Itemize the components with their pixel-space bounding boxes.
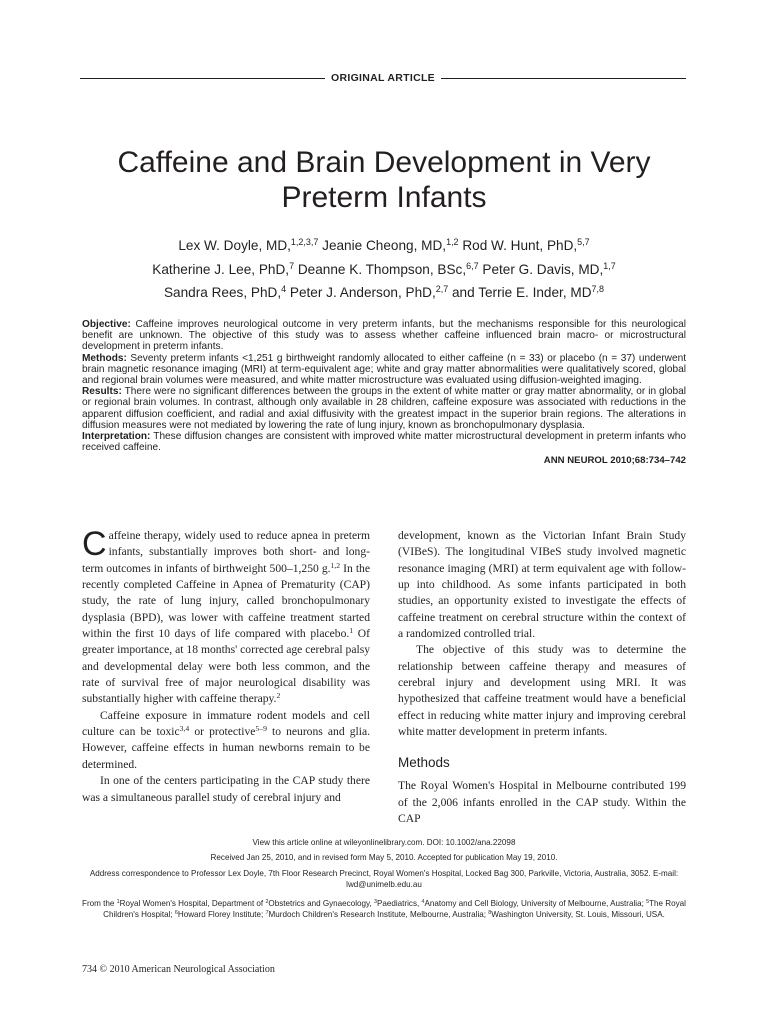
affil-text: Washington University, St. Louis, Missouri, USA. (491, 910, 665, 920)
methods-heading: Methods (398, 755, 450, 771)
citation-ref: 3,4 (179, 723, 190, 733)
affiliations-note (82, 898, 686, 921)
affil-text: Howard Florey Institute; (177, 910, 266, 920)
page-footer: 734 © 2010 American Neurological Association (82, 964, 275, 975)
body-paragraph-4: The objective of this study was to determine the relationship between caffeine therapy and measures of cerebral injury and development using MRI. It was hypothesized that caffeine treatment would have a beneficial effect in reducing white matter injury and improving cerebral white matter development in preterm infants. (398, 643, 686, 739)
section-label: ORIGINAL ARTICLE (331, 72, 435, 84)
author-line-2 (60, 258, 708, 282)
abstract (82, 319, 686, 467)
article-title (60, 145, 708, 215)
affil-text: The Royal Children's Hospital; (103, 899, 686, 920)
author-name: Terrie E. Inder, MD (478, 285, 592, 300)
affil-text: Obstetrics and Gynaecology, (268, 899, 374, 909)
article-title-line-2: Preterm Infants (281, 181, 487, 214)
author-name: Lex W. Doyle, MD, (178, 238, 291, 253)
abstract-objective (82, 319, 686, 353)
citation-ref: 2 (276, 691, 281, 701)
author-name: Peter G. Davis, MD, (482, 261, 604, 277)
affil-text: Anatomy and Cell Biology, University of Melbourne, Australia; (424, 899, 647, 909)
affil-text: From the (82, 899, 117, 909)
author-affiliation-number: 4 (281, 284, 287, 295)
body-p1-text-b: In the recently completed Caffeine in Apnea of Prematurity (CAP) study, the rate of lung injury, called bronchopulmonary dysplasia (BPD), was lower with caffeine treatment started within the first 10 days of life compared with placebo. (82, 561, 370, 641)
affil-number: 5 (646, 899, 650, 906)
affil-number: 1 (116, 899, 120, 906)
body-column-right (398, 528, 686, 828)
body-column-left (82, 525, 370, 806)
article-footnotes (82, 837, 686, 929)
received-dates-note: Received Jan 25, 2010, and in revised form May 5, 2010. Accepted for publication May 19, 2010. (210, 853, 558, 863)
body-p2-text-a: Caffeine exposure in immature rodent models and cell culture can be toxic (82, 708, 370, 739)
abstract-results-text: There were no significant differences between the groups in the extent of white matter or gray matter abnormality, or in global or regional brain volumes. In contrast, although only available in 28 children, caffeine exposure was associated with reductions in the apparent diffusion coefficient, and radial and axial diffusivity with the greatest impact in the superior brain regions. The alterations in diffusion measures were not mediated by lowering the rate of lung injury, known as bronchopulmonary dysplasia. (82, 386, 686, 431)
abstract-results (82, 386, 686, 431)
author-affiliation-number: 1,2,3,7 (290, 237, 319, 248)
abstract-methods (82, 353, 686, 387)
author-name: Jeanie Cheong, MD, (322, 238, 447, 253)
online-doi-note: View this article online at wileyonlinelibrary.com. DOI: 10.1002/ana.22098 (252, 838, 516, 847)
article-title-line-1: Caffeine and Brain Development in Very (117, 146, 651, 179)
author-name: Rod W. Hunt, PhD, (462, 238, 578, 253)
author-name: Peter J. Anderson, PhD, (289, 285, 436, 300)
author-name: Sandra Rees, PhD, (163, 285, 282, 300)
affil-number: 2 (265, 899, 269, 906)
affil-number: 6 (174, 910, 178, 917)
author-affiliation-number: 6,7 (466, 260, 479, 271)
author-affiliation-number: 2,7 (435, 284, 449, 295)
drop-cap: C (82, 525, 107, 563)
abstract-methods-text: Seventy preterm infants <1,251 g birthweight randomly allocated to either caffeine (n = 33) or placebo (n = 37) underwent brain magnetic resonance imaging (MRI) at term-equivalent age; white and gray matter abnormalities were qualitatively scored, global and regional brain volumes were measured, and white matter microstructure was evaluated using diffusion-weighted imaging. (82, 352, 686, 387)
affil-text: Royal Women's Hospital, Department of (119, 899, 266, 909)
abstract-objective-label: Objective: (82, 319, 131, 330)
affil-number: 8 (488, 910, 492, 917)
body-p3-text: In one of the centers participating in the CAP study there was a simultaneous parallel study of cerebral injury and (82, 774, 370, 804)
author-list (60, 234, 708, 305)
body-p1-text-c: Of greater importance, at 18 months' corrected age cerebral palsy and developmental delay were both less common, and the rate of survival free of major neurological disability was substantially higher with caffeine therapy. (82, 627, 370, 706)
header-rule-right (441, 78, 686, 79)
body-p2-text-c: to neurons and glia. However, caffeine effects in human newborns remain to be determined. (82, 725, 370, 771)
author-line-3: Sandra Rees, PhD,$^4$ Peter J. Anderson, PhD,$^{2,7}$ and Terrie E. Inder, MD$^{7,8}$ (163, 284, 604, 300)
abstract-interpretation-label: Interpretation: (82, 431, 151, 443)
citation-ref: 1 (349, 625, 354, 635)
citation-ref: 1,2 (330, 560, 341, 570)
abstract-objective-text: Caffeine improves neurological outcome in very preterm infants, but the mechanisms responsible for this neurological benefit are unknown. The objective of this study was to assess whether caffeine influenced brain macro- or microstructural development in preterm infants. (82, 319, 686, 353)
author-name: Deanne K. Thompson, BSc, (297, 261, 467, 277)
affil-number: 3 (373, 899, 377, 906)
affil-text: Paediatrics, (376, 899, 422, 909)
body-paragraph-3 (82, 773, 370, 806)
journal-citation: ANN NEUROL 2010;68:734–742 (543, 455, 686, 467)
body-p1-text-a: affeine therapy, widely used to reduce apnea in preterm infants, substantially improves both short- and long-term outcomes in infants of birthweight 500–1,250 g. (82, 529, 370, 575)
body-p3-text-continued: development, known as the Victorian Infant Brain Study (VIBeS). The longitudinal VIBeS study involved magnetic resonance imaging (MRI) at term equivalent age with follow-up into childhood. As some infants participated in both studies, an opportunity existed to investigate the effects of caffeine treatment on cerebral structure within the context of a randomized controlled trial. (398, 529, 686, 641)
author-line-1 (60, 234, 708, 258)
author-affiliation-number: 1,7 (603, 260, 616, 271)
abstract-methods-label: Methods: (82, 352, 127, 364)
author-affiliation-number: 7,8 (591, 284, 604, 295)
author-name: Katherine J. Lee, PhD, (152, 261, 290, 277)
abstract-interpretation-text: These diffusion changes are consistent with improved white matter microstructural development in preterm infants who received caffeine. (82, 431, 686, 454)
affil-number: 4 (421, 899, 425, 906)
body-paragraph-5: The Royal Women's Hospital in Melbourne contributed 199 of the 2,006 infants enrolled in the CAP study. Within the CAP (398, 779, 686, 826)
abstract-results-label: Results: (82, 386, 122, 398)
affil-text: Murdoch Children's Research Institute, Melbourne, Australia; (268, 910, 489, 920)
section-header (80, 70, 686, 86)
author-affiliation-number: 7 (289, 260, 295, 271)
author-affiliation-number: 1,2 (446, 237, 459, 248)
body-paragraph-1 (82, 525, 370, 708)
body-paragraph-3-continued (398, 528, 686, 642)
citation-ref: 5–9 (255, 723, 267, 733)
body-paragraph-2 (82, 708, 370, 773)
correspondence-address: Address correspondence to Professor Lex Doyle, 7th Floor Research Precinct, Royal Women's Hospital, Locked Bag 300, Parkville, Victoria, Australia, 3052. E-mail: lwd@unimelb.edu.au (89, 868, 679, 889)
affil-number: 7 (265, 910, 269, 917)
abstract-interpretation (82, 431, 686, 453)
author-affiliation-number: 5,7 (577, 237, 590, 248)
body-p2-text-b: or protective (189, 725, 256, 739)
header-rule-left (80, 78, 325, 79)
